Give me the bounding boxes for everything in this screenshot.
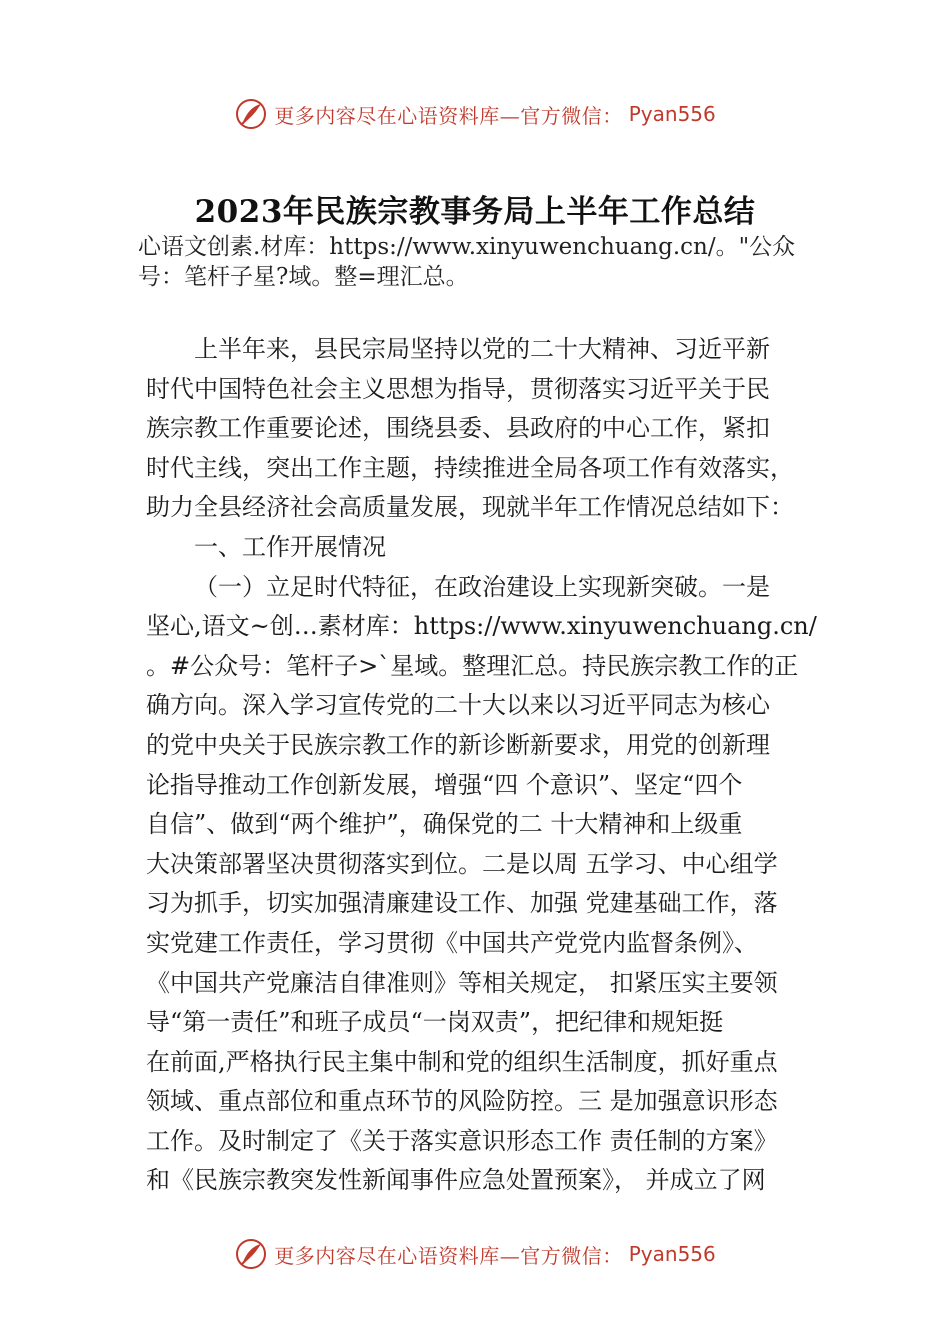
banner-text: 更多内容尽在心语资料库—官方微信： (274, 103, 623, 128)
banner-text: 更多内容尽在心语资料库—官方微信： (274, 1243, 623, 1268)
feather-pen-logo-icon (234, 1237, 268, 1271)
body-line: 大决策部署坚决贯彻落实到位。二是以周 五学习、中心组学 (146, 849, 778, 878)
document-title: 2023年民族宗教事务局上半年工作总结 (194, 194, 756, 230)
body-line: （一）立足时代特征，在政治建设上实现新突破。一是 (194, 572, 770, 601)
subtitle-line: 号：笔杆子星?域。整=理汇总。 (138, 264, 469, 290)
body-line: 导“第一责任”和班子成员“一岗双责”，把纪律和规矩挺 (146, 1008, 724, 1037)
body-line: 族宗教工作重要论述，围绕县委、县政府的中心工作，紧扣 (146, 414, 770, 443)
section-heading: 一、工作开展情况 (194, 532, 386, 561)
body-line: 的党中央关于民族宗教工作的新诊断新要求，用党的创新理 (146, 730, 770, 759)
banner-wechat-id: Pyan556 (628, 102, 716, 126)
top-banner (0, 92, 950, 136)
body-line: 领域、重点部位和重点环节的风险防控。三 是加强意识形态 (146, 1087, 778, 1116)
document-body (146, 330, 836, 1201)
body-line: 时代主线，突出工作主题，持续推进全局各项工作有效落实， (146, 453, 794, 482)
body-line: 和《民族宗教突发性新闻事件应急处置预案》， 并成立了网 (146, 1166, 766, 1195)
document-subtitle (138, 232, 838, 292)
body-line: 自信”、做到“两个维护”，确保党的二 十大精神和上级重 (146, 810, 743, 839)
body-line: 《中国共产党廉洁自律准则》等相关规定， 扣紧压实主要领 (146, 968, 778, 997)
feather-pen-logo-icon (234, 97, 268, 131)
body-line: 时代中国特色社会主义思想为指导，贯彻落实习近平关于民 (146, 374, 770, 403)
body-line: 习为抓手，切实加强清廉建设工作、加强 党建基础工作，落 (146, 889, 778, 918)
body-line: 上半年来，县民宗局坚持以党的二十大精神、习近平新 (194, 335, 770, 363)
banner-wechat-id: Pyan556 (628, 1242, 716, 1266)
body-line: 论指导推动工作创新发展，增强“四 个意识”、坚定“四个 (146, 770, 743, 799)
subtitle-line: 心语文创素.材库：https://www.xinyuwenchuang.cn/。"公众 (138, 234, 796, 260)
bottom-banner (0, 1232, 950, 1276)
body-line: 确方向。深入学习宣传党的二十大以来以习近平同志为核心 (146, 691, 770, 720)
body-line: 助力全县经济社会高质量发展，现就半年工作情况总结如下： (146, 493, 794, 522)
body-line: 在前面,严格执行民主集中制和党的组织生活制度，抓好重点 (146, 1047, 778, 1076)
body-line: 工作。及时制定了《关于落实意识形态工作 责任制的方案》 (146, 1126, 778, 1155)
body-line: 。#公众号：笔杆子>`星域。整理汇总。持民族宗教工作的正 (146, 651, 799, 680)
body-line: 实党建工作责任，学习贯彻《中国共产党党内监督条例》、 (146, 928, 758, 957)
body-line: 坚心,语文~创…素材库：https://www.xinyuwenchuang.cn/ (146, 612, 817, 641)
